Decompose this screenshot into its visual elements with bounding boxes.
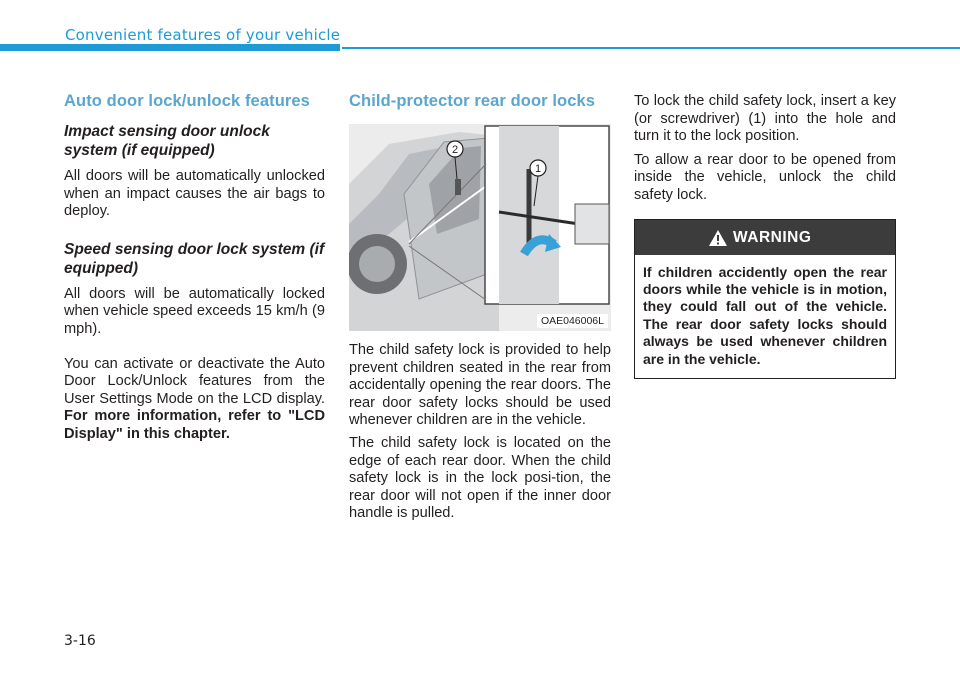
paragraph-impact-sensing: All doors will be automatically unlocked when an impact causes the air bags to deploy.	[64, 168, 325, 220]
column-left	[64, 92, 325, 444]
car-door-drawing	[349, 124, 611, 331]
lcd-display-reference: For more information, refer to "LCD Display" in this chapter.	[64, 408, 325, 442]
paragraph-lock-instructions: To lock the child safety lock, insert a key (or screwdriver) (1) into the hole and turn it to the lock position.	[634, 93, 896, 145]
heading-child-protector: Child-protector rear door locks	[349, 92, 596, 110]
paragraph-child-lock-location: The child safety lock is located on the edge of each rear door. When the child safety lock is in the lock posi-tion, the rear door will not open if the inner door handle is pulled.	[349, 434, 611, 522]
warning-body	[635, 255, 895, 378]
warning-header	[635, 220, 895, 255]
child-lock-illustration	[349, 124, 611, 331]
warning-triangle-icon	[708, 229, 728, 252]
heading-auto-door-lock: Auto door lock/unlock features	[64, 92, 310, 110]
column-middle	[349, 92, 611, 523]
header-rule-thin	[342, 47, 960, 49]
warning-label: WARNING	[733, 228, 812, 246]
callout-2: 2	[451, 144, 459, 156]
warning-box	[634, 219, 896, 379]
header-rule-thick	[0, 44, 340, 51]
section-title: Convenient features of your vehicle	[65, 26, 341, 44]
column-right	[634, 93, 896, 379]
page-number: 3-16	[64, 633, 96, 649]
warning-text: If children accidently open the rear doors while the vehicle is in motion, they could fall out of the vehicle. The rear door safety locks should always be used whenever children are in the vehicle.	[643, 263, 887, 367]
figure-code: OAE046006L	[537, 314, 608, 328]
paragraph-speed-sensing: All doors will be automatically locked when vehicle speed exceeds 15 km/h (9 mph).	[64, 285, 325, 337]
subheading-speed-sensing: Speed sensing door lock system (if equipped)	[64, 240, 325, 277]
subheading-impact-sensing: Impact sensing door unlock system (if equipped)	[64, 123, 270, 159]
paragraph-unlock-instructions: To allow a rear door to be opened from inside the vehicle, unlock the child safety lock.	[634, 151, 896, 203]
paragraph-child-lock-purpose: The child safety lock is provided to help prevent children seated in the rear from accidentally opening the rear doors. The rear door safety locks should be used whenever children are in the vehicle.	[349, 342, 611, 429]
user-settings-text: You can activate or deactivate the Auto Door Lock/Unlock features from the User Settings Mode on the LCD display.	[64, 355, 325, 407]
callout-1: 1	[534, 163, 542, 175]
paragraph-user-settings	[64, 356, 325, 444]
page-header	[0, 0, 960, 56]
